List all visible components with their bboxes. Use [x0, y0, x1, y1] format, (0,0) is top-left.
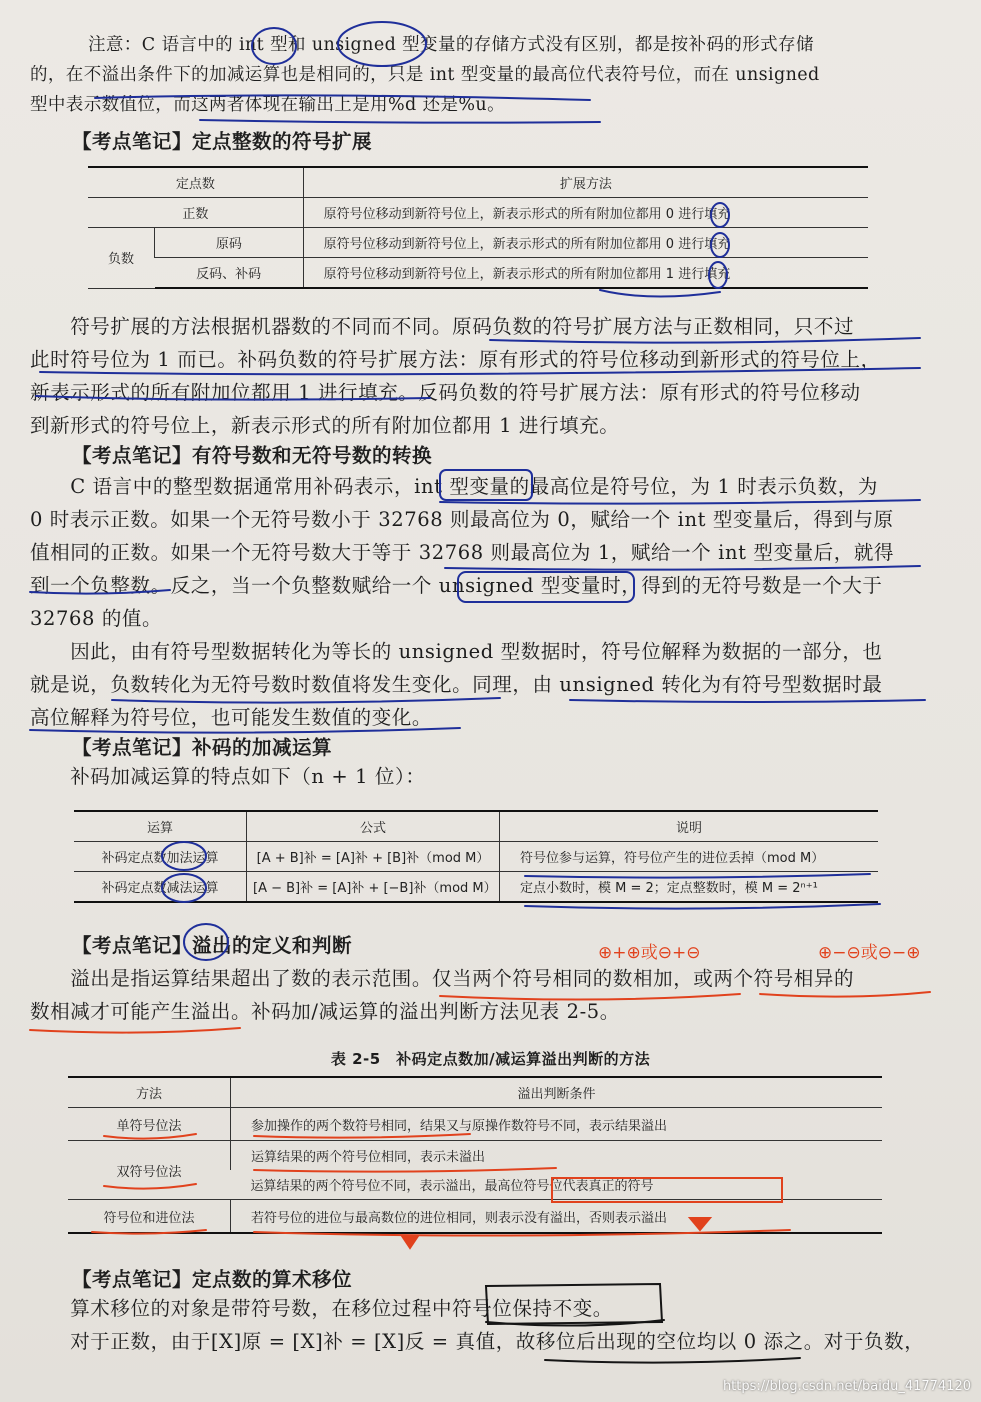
table-cell: 运算结果的两个符号位不同，表示溢出，最高位符号位代表真正的符号: [231, 1170, 883, 1200]
table-cell: 原符号位移动到新符号位上，新表示形式的所有附加位都用 0 进行填充: [303, 198, 868, 228]
black-underline: [545, 1358, 800, 1363]
blue-underline: [200, 120, 600, 123]
text-line: 32768 的值。: [30, 607, 163, 630]
table-cell: 原符号位移动到新符号位上，新表示形式的所有附加位都用 0 进行填充: [303, 228, 868, 258]
overflow-paragraph: [30, 962, 930, 1028]
blue-underline: [525, 904, 880, 909]
blue-underline: [600, 290, 720, 297]
table-cell: 原符号位移动到新符号位上，新表示形式的所有附加位都用 1 进行填充: [303, 258, 868, 289]
text-line: 溢出是指运算结果超出了数的表示范围。仅当两个符号相同的数相加，或两个符号相异的: [30, 967, 855, 990]
table-cell: [A + B]补 = [A]补 + [B]补（mod M）: [247, 842, 500, 872]
table-header: 定点数: [88, 167, 303, 198]
table-cell: 双符号位法: [68, 1141, 231, 1200]
text-line: 补码加减运算的特点如下（n + 1 位）：: [30, 765, 426, 788]
table-cell: 补码定点数减法运算: [74, 872, 247, 903]
sign-extension-table: [88, 166, 868, 289]
complement-table: [74, 810, 878, 903]
table-cell: 定点小数时，模 M = 2；定点整数时，模 M = 2ⁿ⁺¹: [500, 872, 879, 903]
watermark: https://blog.csdn.net/baidu_41774120: [722, 1379, 971, 1394]
text-line: 到一个负整数。反之，当一个负整数赋给一个 unsigned 型变量时，得到的无符号数是一个大于: [30, 574, 883, 597]
red-marker: [402, 1236, 418, 1248]
arith-shift-paragraph: [30, 1292, 930, 1358]
table-cell: 单符号位法: [68, 1108, 231, 1141]
table-cell: 符号位参与运算，符号位产生的进位丢掉（mod M）: [500, 842, 879, 872]
table-cell: 正数: [88, 198, 303, 228]
note-line-3: 型中表示数值位，而这两者体现在输出上是用%d 还是%u。: [30, 95, 505, 115]
text-line: 高位解释为符号位，也可能发生数值的变化。: [30, 706, 433, 729]
table-header: 扩展方法: [303, 167, 868, 198]
text-line: 符号扩展的方法根据机器数的不同而不同。原码负数的符号扩展方法与正数相同，只不过: [30, 315, 855, 338]
text-line: C 语言中的整型数据通常用补码表示，int 型变量的最高位是符号位，为 1 时表示负数，为: [30, 475, 878, 498]
text-line: 0 时表示正数。如果一个无符号数小于 32768 则最高位为 0，赋给一个 int 型变量后，得到与原: [30, 508, 894, 531]
complement-intro: [30, 760, 930, 793]
table-cell: 参加操作的两个数符号相同，结果又与原操作数符号不同，表示结果溢出: [231, 1108, 883, 1141]
table-header: 公式: [247, 811, 500, 842]
table-header: 运算: [74, 811, 247, 842]
text-line: 新表示形式的所有附加位都用 1 进行填充。反码负数的符号扩展方法：原有形式的符号位移动: [30, 381, 861, 404]
section-heading-arith-shift: 【考点笔记】定点数的算术移位: [72, 1268, 353, 1291]
table-header: 方法: [68, 1077, 231, 1108]
table-header: 说明: [500, 811, 879, 842]
note-line-2: 的，在不溢出条件下的加减运算也是相同的，只是 int 型变量的最高位代表符号位，而在 unsigned: [30, 65, 820, 85]
table-cell: 补码定点数加法运算: [74, 842, 247, 872]
table-cell: 原码: [155, 228, 304, 258]
table-caption: 表 2-5 补码定点数加/减运算溢出判断的方法: [330, 1050, 651, 1068]
note-paragraph: [30, 30, 930, 120]
section-heading-sign-extension: 【考点笔记】定点整数的符号扩展: [72, 130, 373, 153]
table-cell: 若符号位的进位与最高数位的进位相同，则表示没有溢出，否则表示溢出: [231, 1200, 883, 1234]
table-cell: 运算结果的两个符号位相同，表示未溢出: [231, 1141, 883, 1171]
handwritten-note-add: ⊕+⊕或⊖+⊖: [598, 943, 701, 963]
table-cell: [A − B]补 = [A]补 + [−B]补（mod M）: [247, 872, 500, 903]
text-line: 对于正数，由于[X]原 = [X]补 = [X]反 = 真值，故移位后出现的空位均以 0 添之。对于负数，: [30, 1330, 925, 1353]
table-header: 溢出判断条件: [231, 1077, 883, 1108]
text-line: 值相同的正数。如果一个无符号数大于等于 32768 则最高位为 1，赋给一个 int 型变量后，就得: [30, 541, 895, 564]
section-heading-signed-unsigned: 【考点笔记】有符号数和无符号数的转换: [72, 444, 433, 467]
table-cell: 符号位和进位法: [68, 1200, 231, 1234]
note-line-1: 注意：C 语言中的 int 型和 unsigned 型变量的存储方式没有区别，都是按补码的形式存储: [88, 35, 814, 55]
text-line: 就是说，负数转化为无符号数时数值将发生变化。同理，由 unsigned 转化为有符号型数据时最: [30, 673, 883, 696]
overflow-table: [68, 1076, 882, 1234]
text-line: 数相减才可能产生溢出。补码加/减运算的溢出判断方法见表 2-5。: [30, 1000, 620, 1023]
signed-unsigned-paragraph: [30, 470, 930, 734]
table-cell: 负数: [88, 228, 155, 289]
sign-extension-paragraph: [30, 310, 930, 442]
table-cell: 反码、补码: [155, 258, 304, 289]
section-heading-complement-add-sub: 【考点笔记】补码的加减运算: [72, 736, 333, 759]
handwritten-note-sub: ⊕−⊖或⊖−⊕: [818, 943, 921, 963]
section-heading-overflow: 【考点笔记】溢出的定义和判断: [72, 934, 353, 957]
text-line: 因此，由有符号型数据转化为等长的 unsigned 型数据时，符号位解释为数据的一部分，也: [30, 640, 883, 663]
text-line: 此时符号位为 1 而已。补码负数的符号扩展方法：原有形式的符号位移动到新形式的符号位上，: [30, 348, 881, 371]
red-underline: [30, 1028, 240, 1033]
text-line: 算术移位的对象是带符号数，在移位过程中符号位保持不变。: [30, 1297, 613, 1320]
text-line: 到新形式的符号位上，新表示形式的所有附加位都用 1 进行填充。: [30, 414, 620, 437]
